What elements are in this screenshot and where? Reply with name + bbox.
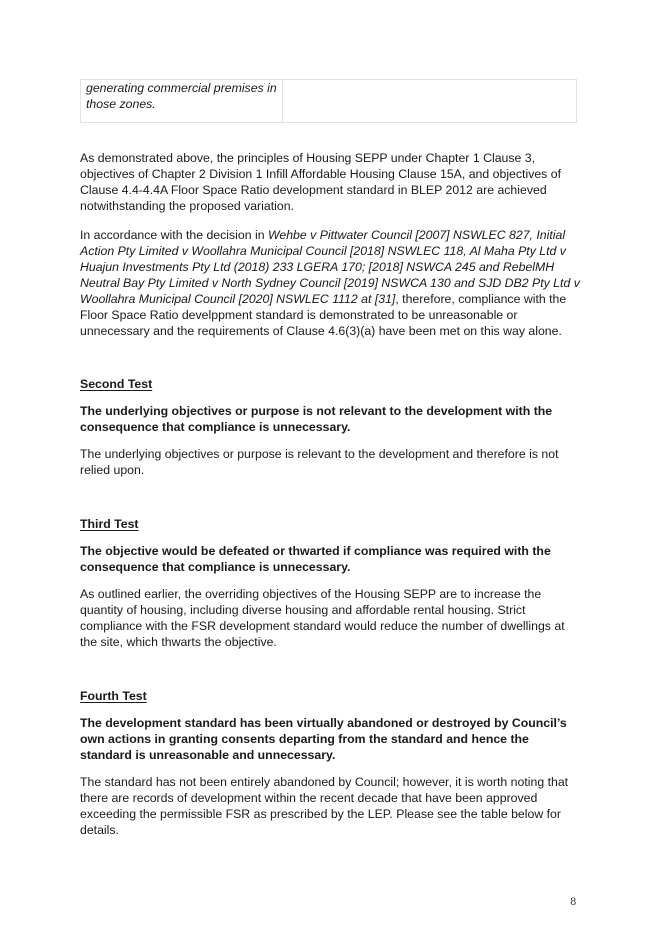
third-test-statement: The objective would be defeated or thwarted if compliance was required with the consequence that compliance is unnecessary. (80, 544, 551, 574)
second-test-statement: The underlying objectives or purpose is not relevant to the development with the consequence that compliance is unnecessary. (80, 404, 553, 434)
case-law-paragraph (80, 227, 580, 339)
table-cell-left: generating commercial premises in those zones. (81, 80, 283, 122)
third-test-heading: Third Test (80, 517, 139, 531)
table-cell-right (283, 80, 576, 122)
second-test-body: The underlying objectives or purpose is relevant to the development and therefore is not relied upon. (80, 447, 559, 477)
second-test-heading: Second Test (80, 377, 153, 391)
third-test-body: As outlined earlier, the overriding objectives of the Housing SEPP are to increase the quantity of housing, including diverse housing and affordable rental housing. Strict compliance with the FSR development standard would reduce the number of dwellings at the site, which thwarts the objective. (80, 587, 565, 649)
summary-paragraph: As demonstrated above, the principles of Housing SEPP under Chapter 1 Clause 3, objectives of Chapter 2 Division 1 Infill Affordable Housing Clause 15A, and objectives of Clause 4.4-4.4A Floor Space Ratio development standard in BLEP 2012 are achieved notwithstanding the proposed variation. (80, 151, 561, 213)
page-number: 8 (570, 897, 577, 908)
table-fragment (80, 79, 577, 123)
case-law-citations: Wehbe v Pittwater Council [2007] NSWLEC 827, Initial Action Pty Limited v Woollahra Municipal Council [2018] NSWLEC 118, Al Maha Pty Ltd v Huajun Investments Pty Ltd (2018) 233 LGERA 170; [2018] NSWCA 245 and RebelMH Neutral Bay Pty Limited v North Sydney Council [2019] NSWCA 130 and SJD DB2 Pty Ltd v Woollahra Municipal Council [2020] NSWLEC 1112 at [31] (80, 228, 580, 306)
fourth-test-statement: The development standard has been virtually abandoned or destroyed by Council’s own actions in granting consents departing from the standard and hence the standard is unreasonable and unnecessary. (80, 716, 567, 762)
fourth-test-body: The standard has not been entirely abandoned by Council; however, it is worth noting that there are records of development within the recent decade that have been approved exceeding the permissible FSR as prescribed by the LEP. Please see the table below for details. (80, 775, 569, 837)
case-law-conclusion: , therefore, compliance with the Floor Space Ratio develppment standard is demonstrated to be unreasonable or unnecessary and the requirements of Clause 4.6(3)(a) have been met on this way alone. (80, 292, 567, 338)
case-law-intro: In accordance with the decision in (80, 228, 268, 242)
fourth-test-heading: Fourth Test (80, 689, 147, 703)
